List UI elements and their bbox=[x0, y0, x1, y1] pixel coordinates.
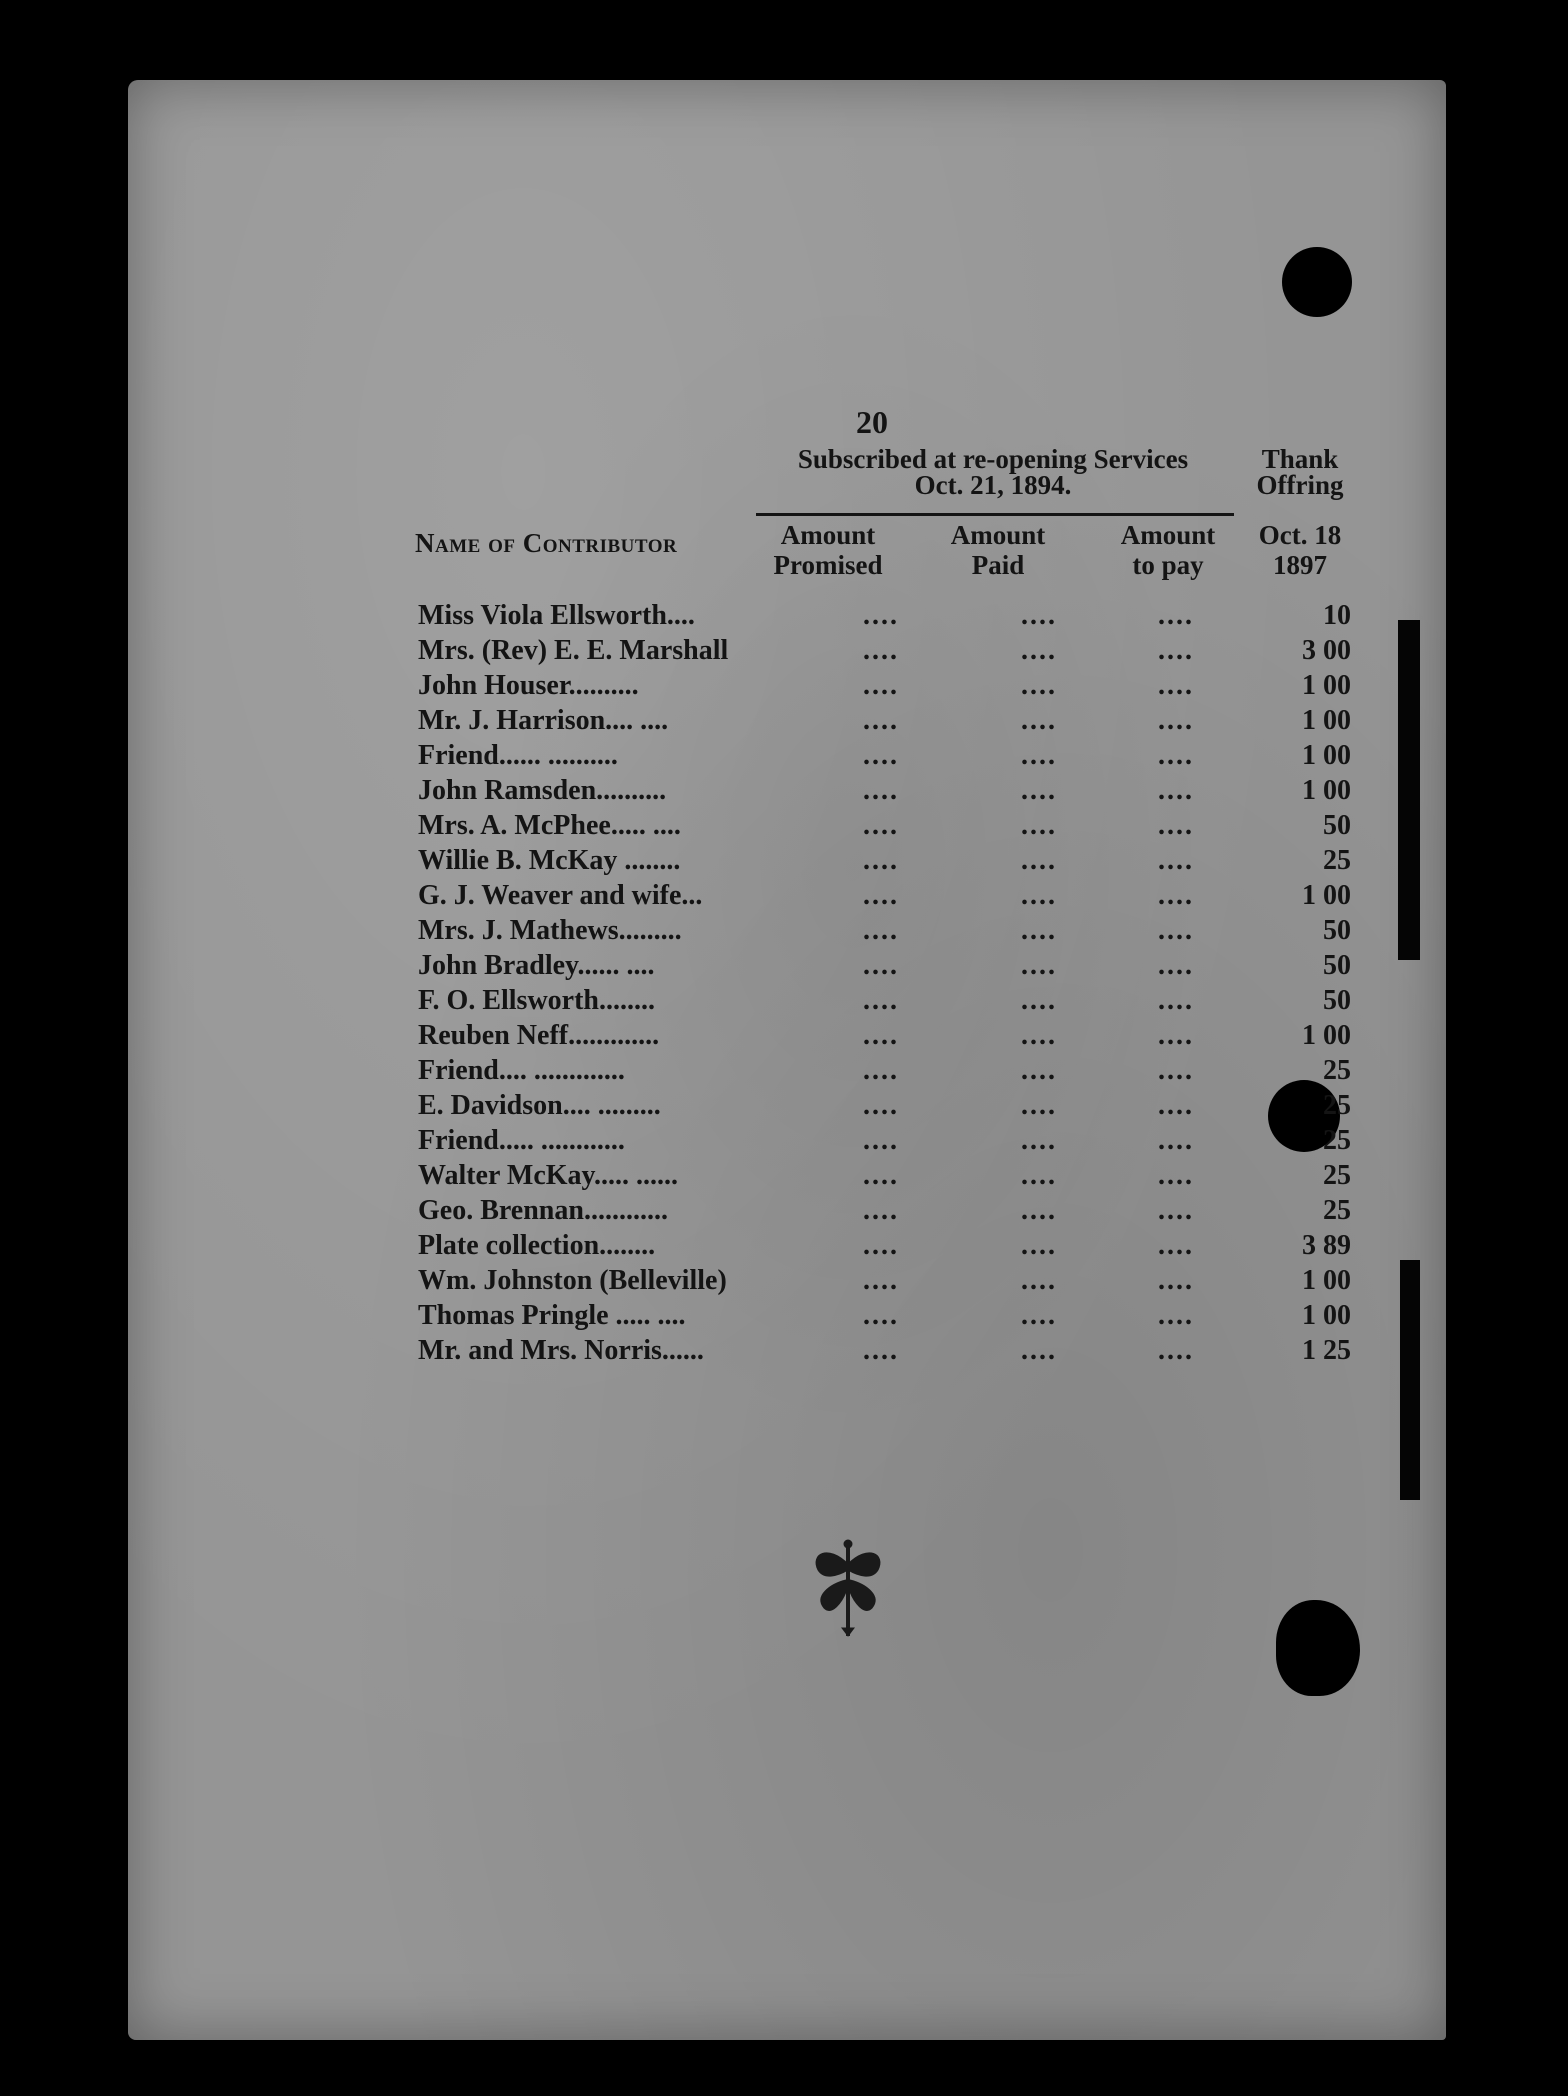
paid-leader: .... bbox=[1021, 1265, 1057, 1296]
offering-amount: 1 00 bbox=[1302, 880, 1351, 911]
to-pay-leader: .... bbox=[1158, 1125, 1194, 1156]
subscribed-header bbox=[758, 446, 1228, 498]
offering-amount: 1 00 bbox=[1302, 705, 1351, 736]
promised-leader: .... bbox=[863, 950, 899, 981]
contributor-name: John Ramsden.......... bbox=[418, 775, 667, 806]
contributor-row bbox=[128, 635, 1446, 670]
promised-leader: .... bbox=[863, 775, 899, 806]
promised-leader: .... bbox=[863, 1335, 899, 1366]
offering-amount: 25 bbox=[1323, 845, 1351, 876]
to-pay-leader: .... bbox=[1158, 950, 1194, 981]
promised-leader: .... bbox=[863, 705, 899, 736]
offering-amount: 25 bbox=[1323, 1090, 1351, 1121]
offering-amount: 10 bbox=[1323, 600, 1351, 631]
paid-leader: .... bbox=[1021, 985, 1057, 1016]
offering-amount: 50 bbox=[1323, 950, 1351, 981]
contributor-row bbox=[128, 1335, 1446, 1370]
offering-date-line2: 1897 bbox=[1273, 550, 1327, 580]
amount-promised-line1: Amount bbox=[780, 520, 876, 550]
paid-leader: .... bbox=[1021, 880, 1057, 911]
amount-paid-line2: Paid bbox=[971, 550, 1025, 580]
amount-promised-header bbox=[758, 520, 898, 580]
offering-amount: 25 bbox=[1323, 1125, 1351, 1156]
contributor-name: John Houser.......... bbox=[418, 670, 639, 701]
promised-leader: .... bbox=[863, 670, 899, 701]
offering-amount: 1 00 bbox=[1302, 740, 1351, 771]
offering-amount: 3 00 bbox=[1302, 635, 1351, 666]
promised-leader: .... bbox=[863, 915, 899, 946]
contributor-row bbox=[128, 1230, 1446, 1265]
contributor-name: Friend..... ............ bbox=[418, 1125, 625, 1156]
contributor-row bbox=[128, 985, 1446, 1020]
paid-leader: .... bbox=[1021, 1020, 1057, 1051]
paid-leader: .... bbox=[1021, 915, 1057, 946]
promised-leader: .... bbox=[863, 845, 899, 876]
offering-amount: 1 25 bbox=[1302, 1335, 1351, 1366]
offering-amount: 25 bbox=[1323, 1195, 1351, 1226]
paid-leader: .... bbox=[1021, 775, 1057, 806]
contributor-row bbox=[128, 1195, 1446, 1230]
contributor-name: Mr. J. Harrison.... .... bbox=[418, 705, 669, 736]
contributor-name: F. O. Ellsworth........ bbox=[418, 985, 655, 1016]
contributor-row bbox=[128, 1125, 1446, 1160]
to-pay-leader: .... bbox=[1158, 705, 1194, 736]
paid-leader: .... bbox=[1021, 845, 1057, 876]
contributor-name: E. Davidson.... ......... bbox=[418, 1090, 661, 1121]
promised-leader: .... bbox=[863, 635, 899, 666]
paid-leader: .... bbox=[1021, 950, 1057, 981]
promised-leader: .... bbox=[863, 1090, 899, 1121]
contributor-name: Reuben Neff............. bbox=[418, 1020, 660, 1051]
offering-amount: 1 00 bbox=[1302, 670, 1351, 701]
thank-line1: Thank bbox=[1261, 444, 1339, 474]
to-pay-leader: .... bbox=[1158, 915, 1194, 946]
paid-leader: .... bbox=[1021, 600, 1057, 631]
paid-leader: .... bbox=[1021, 1230, 1057, 1261]
offering-amount: 50 bbox=[1323, 985, 1351, 1016]
thank-line2: Offring bbox=[1256, 470, 1344, 500]
to-pay-leader: .... bbox=[1158, 810, 1194, 841]
contributor-row bbox=[128, 775, 1446, 810]
contributor-name: Mr. and Mrs. Norris...... bbox=[418, 1335, 704, 1366]
to-pay-leader: .... bbox=[1158, 1090, 1194, 1121]
paid-leader: .... bbox=[1021, 1335, 1057, 1366]
amount-paid-line1: Amount bbox=[950, 520, 1046, 550]
contributor-name: Mrs. A. McPhee..... .... bbox=[418, 810, 681, 841]
promised-leader: .... bbox=[863, 1195, 899, 1226]
contributor-row bbox=[128, 705, 1446, 740]
offering-amount: 50 bbox=[1323, 915, 1351, 946]
amount-paid-header bbox=[928, 520, 1068, 580]
subscribed-line1: Subscribed at re-opening Services bbox=[797, 444, 1189, 474]
offering-amount: 25 bbox=[1323, 1055, 1351, 1086]
to-pay-leader: .... bbox=[1158, 1265, 1194, 1296]
to-pay-leader: .... bbox=[1158, 985, 1194, 1016]
promised-leader: .... bbox=[863, 1300, 899, 1331]
promised-leader: .... bbox=[863, 600, 899, 631]
paid-leader: .... bbox=[1021, 670, 1057, 701]
contributor-row bbox=[128, 915, 1446, 950]
to-pay-leader: .... bbox=[1158, 670, 1194, 701]
to-pay-leader: .... bbox=[1158, 1335, 1194, 1366]
to-pay-leader: .... bbox=[1158, 1300, 1194, 1331]
contributor-row bbox=[128, 670, 1446, 705]
contributor-row bbox=[128, 1020, 1446, 1055]
to-pay-leader: .... bbox=[1158, 635, 1194, 666]
to-pay-leader: .... bbox=[1158, 880, 1194, 911]
offering-amount: 1 00 bbox=[1302, 1020, 1351, 1051]
paid-leader: .... bbox=[1021, 740, 1057, 771]
to-pay-leader: .... bbox=[1158, 1020, 1194, 1051]
offering-amount: 1 00 bbox=[1302, 1265, 1351, 1296]
offering-amount: 1 00 bbox=[1302, 775, 1351, 806]
amount-to-pay-header bbox=[1098, 520, 1238, 580]
contributor-name: Thomas Pringle ..... .... bbox=[418, 1300, 686, 1331]
contributor-name: Willie B. McKay ........ bbox=[418, 845, 681, 876]
contributor-row bbox=[128, 600, 1446, 635]
offering-amount: 3 89 bbox=[1302, 1230, 1351, 1261]
page-number: 20 bbox=[856, 404, 888, 440]
thank-offering-header bbox=[1240, 446, 1360, 498]
promised-leader: .... bbox=[863, 1230, 899, 1261]
promised-leader: .... bbox=[863, 1125, 899, 1156]
promised-leader: .... bbox=[863, 810, 899, 841]
contributor-name: Mrs. J. Mathews......... bbox=[418, 915, 682, 946]
contributor-name: Mrs. (Rev) E. E. Marshall bbox=[418, 635, 729, 666]
offering-date-header bbox=[1240, 520, 1360, 580]
to-pay-leader: .... bbox=[1158, 845, 1194, 876]
to-pay-leader: .... bbox=[1158, 740, 1194, 771]
to-pay-leader: .... bbox=[1158, 1055, 1194, 1086]
contributor-name: Geo. Brennan............ bbox=[418, 1195, 668, 1226]
paid-leader: .... bbox=[1021, 810, 1057, 841]
amount-to-pay-line1: Amount bbox=[1120, 520, 1216, 550]
contributor-name: Walter McKay..... ...... bbox=[418, 1160, 678, 1191]
contributor-row bbox=[128, 845, 1446, 880]
offering-amount: 25 bbox=[1323, 1160, 1351, 1191]
paid-leader: .... bbox=[1021, 1125, 1057, 1156]
contributor-row bbox=[128, 1300, 1446, 1335]
paid-leader: .... bbox=[1021, 1195, 1057, 1226]
contributor-name: G. J. Weaver and wife... bbox=[418, 880, 703, 911]
to-pay-leader: .... bbox=[1158, 1160, 1194, 1191]
contributor-row bbox=[128, 1090, 1446, 1125]
paid-leader: .... bbox=[1021, 1055, 1057, 1086]
promised-leader: .... bbox=[863, 1055, 899, 1086]
offering-amount: 50 bbox=[1323, 810, 1351, 841]
to-pay-leader: .... bbox=[1158, 1195, 1194, 1226]
offering-amount: 1 00 bbox=[1302, 1300, 1351, 1331]
punch-hole-top bbox=[1282, 247, 1352, 317]
header-rule bbox=[756, 513, 1234, 516]
contributor-name: John Bradley...... .... bbox=[418, 950, 655, 981]
contributor-row bbox=[128, 880, 1446, 915]
punch-hole-bottom-torn bbox=[1276, 1600, 1360, 1696]
contributor-row bbox=[128, 740, 1446, 775]
promised-leader: .... bbox=[863, 985, 899, 1016]
paid-leader: .... bbox=[1021, 705, 1057, 736]
contributor-row bbox=[128, 810, 1446, 845]
contributor-name: Friend.... ............. bbox=[418, 1055, 625, 1086]
promised-leader: .... bbox=[863, 1020, 899, 1051]
document-page bbox=[128, 80, 1446, 2040]
contributor-row bbox=[128, 1265, 1446, 1300]
contributor-row bbox=[128, 1055, 1446, 1090]
paid-leader: .... bbox=[1021, 635, 1057, 666]
amount-to-pay-line2: to pay bbox=[1132, 550, 1204, 580]
offering-date-line1: Oct. 18 bbox=[1258, 520, 1342, 550]
contributor-row bbox=[128, 1160, 1446, 1195]
promised-leader: .... bbox=[863, 740, 899, 771]
subscribed-line2: Oct. 21, 1894. bbox=[914, 470, 1072, 500]
to-pay-leader: .... bbox=[1158, 600, 1194, 631]
promised-leader: .... bbox=[863, 880, 899, 911]
fleuron-ornament-icon bbox=[808, 1536, 888, 1646]
contributor-row bbox=[128, 950, 1446, 985]
contributor-name: Plate collection........ bbox=[418, 1230, 656, 1261]
to-pay-leader: .... bbox=[1158, 775, 1194, 806]
name-of-contributor-header: Name of Contributor bbox=[415, 528, 678, 558]
paid-leader: .... bbox=[1021, 1300, 1057, 1331]
promised-leader: .... bbox=[863, 1160, 899, 1191]
contributor-name: Miss Viola Ellsworth.... bbox=[418, 600, 695, 631]
to-pay-leader: .... bbox=[1158, 1230, 1194, 1261]
paid-leader: .... bbox=[1021, 1090, 1057, 1121]
contributor-name: Wm. Johnston (Belleville) bbox=[418, 1265, 727, 1296]
promised-leader: .... bbox=[863, 1265, 899, 1296]
paid-leader: .... bbox=[1021, 1160, 1057, 1191]
contributor-name: Friend...... .......... bbox=[418, 740, 618, 771]
amount-promised-line2: Promised bbox=[773, 550, 883, 580]
